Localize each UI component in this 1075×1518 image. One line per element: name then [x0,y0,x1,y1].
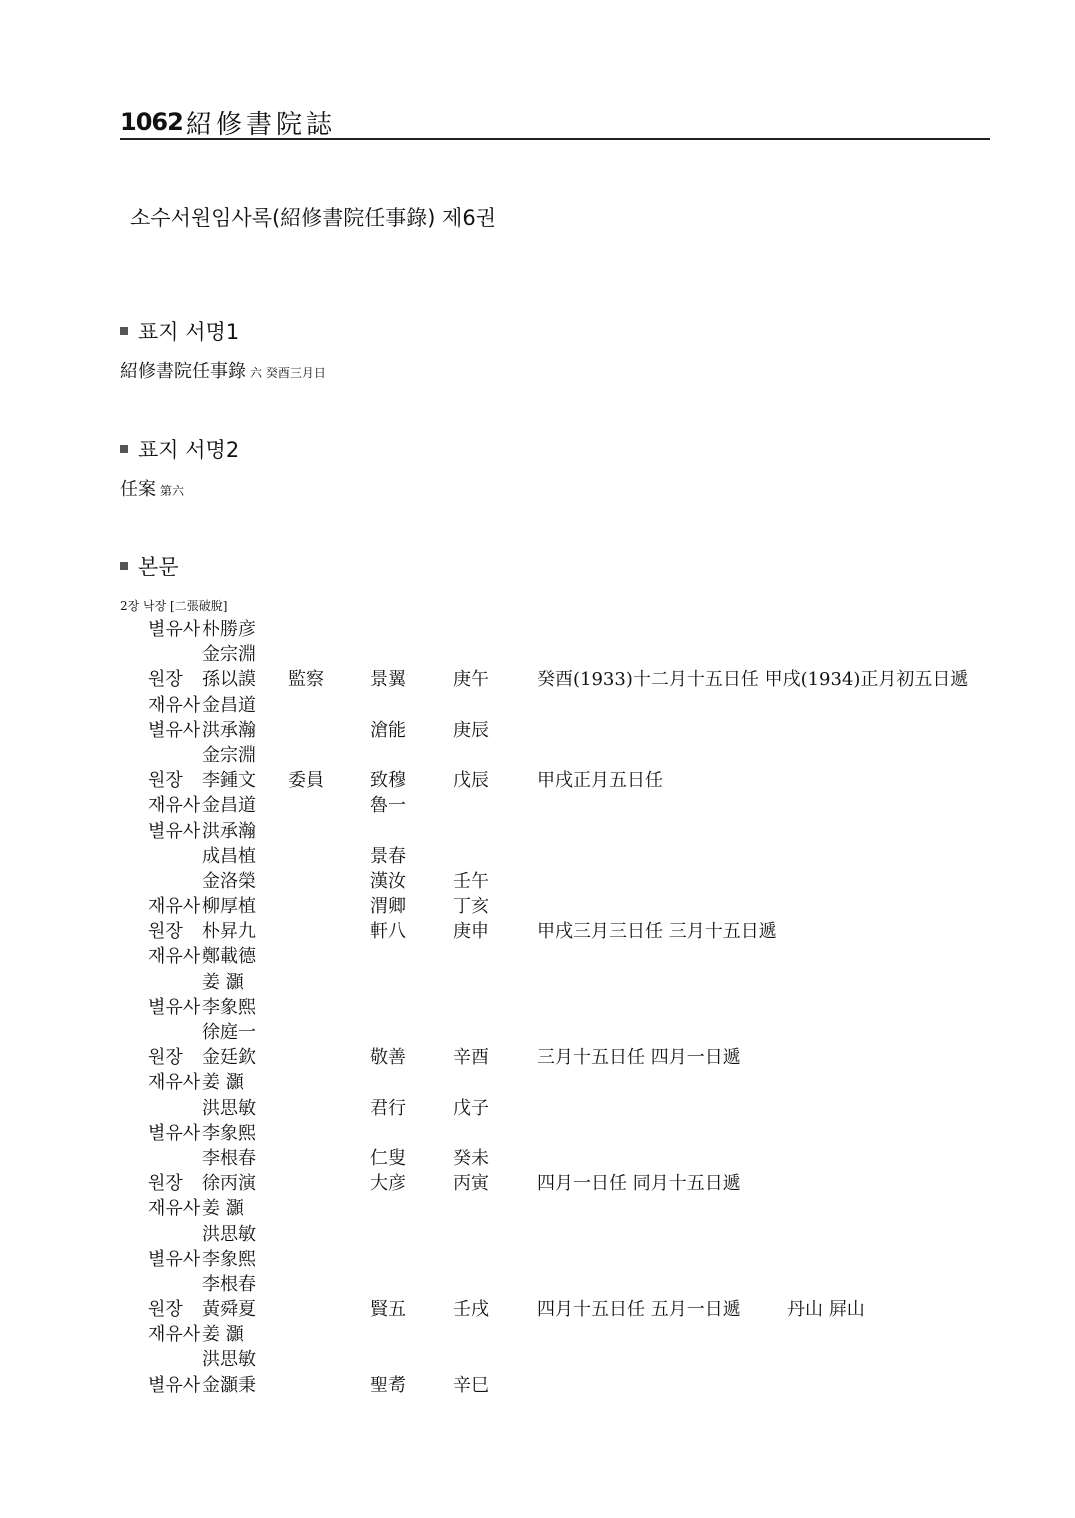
record-row [0,1247,1075,1272]
row-term-note: 甲戌正月五日任 [537,770,663,792]
row-courtesy-name: 景春 [370,845,406,867]
row-courtesy-name: 聖耉 [370,1374,406,1396]
row-name: 洪承瀚 [202,719,256,741]
row-name: 孫以謨 [202,669,256,691]
section-heading-cover2: 표지 서명2 [120,434,239,464]
row-name: 李象熙 [202,996,256,1018]
row-role: 별유사 [148,619,201,640]
record-row [0,970,1075,995]
row-courtesy-name: 賢五 [370,1299,406,1321]
row-role: 원장 [148,1299,183,1321]
record-row [0,995,1075,1020]
row-name: 朴勝彦 [202,619,256,640]
row-term-note: 癸酉(1933)十二月十五日任 甲戌(1934)正月初五日遞 [537,669,969,691]
row-name: 姜 灝 [202,1324,244,1346]
record-row [0,819,1075,844]
record-row [0,642,1075,667]
row-role: 별유사 [148,996,201,1018]
row-office: 委員 [288,770,324,792]
record-row [0,1121,1075,1146]
record-row [0,944,1075,969]
row-role: 재유사 [148,1324,201,1346]
row-name: 徐庭一 [202,1022,256,1043]
row-name: 金昌道 [202,694,256,716]
row-name: 金廷欽 [202,1047,256,1069]
record-row [0,1322,1075,1347]
row-role: 원장 [148,1047,183,1069]
record-row [0,1096,1075,1121]
row-role: 원장 [148,921,183,943]
record-row [0,844,1075,869]
row-courtesy-name: 軒八 [370,921,406,943]
row-birth-year: 戊子 [453,1097,489,1119]
row-birth-year: 壬戌 [453,1299,489,1321]
page-number: 1062 [120,108,183,136]
section-heading-cover1: 표지 서명1 [120,316,239,346]
row-office: 監察 [288,669,324,691]
row-birth-year: 庚申 [453,921,489,943]
record-row [0,718,1075,743]
row-name: 黃舜夏 [202,1299,256,1321]
record-row [0,919,1075,944]
row-courtesy-name: 仁叟 [370,1147,406,1169]
row-name: 李根春 [202,1273,256,1295]
row-name: 洪承瀚 [202,820,256,842]
record-list [0,617,1075,1398]
record-row [0,1196,1075,1221]
row-term-note: 甲戌三月三日任 三月十五日遞 [537,921,777,943]
row-role: 별유사 [148,719,201,741]
row-name: 姜 灝 [202,1198,244,1220]
row-role: 재유사 [148,795,201,817]
row-name: 洪思敏 [202,1349,256,1371]
row-role: 재유사 [148,1198,201,1220]
row-birth-year: 辛巳 [453,1374,489,1396]
row-courtesy-name: 漢汝 [370,870,406,892]
row-birth-year: 壬午 [453,870,489,892]
row-birth-year: 戊辰 [453,770,489,792]
row-role: 별유사 [148,820,201,842]
row-name: 洪思敏 [202,1223,256,1245]
record-row [0,1222,1075,1247]
record-row [0,793,1075,818]
section-body-cover1: 紹修書院任事錄 六 癸酉三月日 [120,361,326,382]
row-role: 재유사 [148,694,201,716]
record-row [0,1045,1075,1070]
row-name: 姜 灝 [202,1072,244,1094]
row-name: 徐丙演 [202,1173,256,1195]
section-heading-body: 본문 [120,551,179,581]
row-courtesy-name: 景翼 [370,669,406,691]
row-role: 원장 [148,1173,183,1195]
row-birth-year: 丙寅 [453,1173,489,1195]
row-name: 洪思敏 [202,1097,256,1119]
record-row [0,1347,1075,1372]
record-row [0,1373,1075,1398]
record-row [0,1020,1075,1045]
page-header [120,104,990,140]
row-role: 재유사 [148,1072,201,1094]
row-name: 金宗淵 [202,644,256,666]
record-row [0,1070,1075,1095]
record-row [0,1272,1075,1297]
record-row [0,1146,1075,1171]
row-birth-year: 辛酉 [453,1047,489,1069]
row-courtesy-name: 敬善 [370,1047,406,1069]
row-term-note: 四月十五日任 五月一日遞 [537,1299,741,1321]
row-name: 金灝秉 [202,1374,256,1396]
row-name: 李象熙 [202,1248,256,1270]
row-role: 재유사 [148,896,201,918]
record-row [0,617,1075,642]
row-role: 원장 [148,770,183,792]
row-birth-year: 丁亥 [453,896,489,918]
missing-pages-note: 2장 낙장 [二張破脫] [120,599,228,613]
row-term-note: 四月一日任 同月十五日遞 [537,1173,741,1195]
row-name: 成昌植 [202,845,256,867]
record-row [0,869,1075,894]
row-name: 鄭載德 [202,946,256,968]
row-role: 별유사 [148,1122,201,1144]
row-name: 李根春 [202,1147,256,1169]
row-name: 金洛榮 [202,870,256,892]
record-row [0,1297,1075,1322]
document-title: 소수서원임사록(紹修書院任事錄) 제6권 [130,206,496,230]
section-body-cover2: 任案 第六 [120,479,185,500]
row-courtesy-name: 滄能 [370,719,406,741]
row-term-note: 三月十五日任 四月一日遞 [537,1047,741,1069]
record-row [0,768,1075,793]
row-extra: 丹山 屛山 [787,1299,865,1321]
record-row [0,667,1075,692]
row-birth-year: 癸未 [453,1147,489,1169]
row-role: 별유사 [148,1248,201,1270]
row-name: 姜 灝 [202,971,244,993]
row-name: 金昌道 [202,795,256,817]
row-name: 朴昇九 [202,921,256,943]
row-courtesy-name: 君行 [370,1097,406,1119]
record-row [0,894,1075,919]
record-row [0,1171,1075,1196]
row-courtesy-name: 大彦 [370,1173,406,1195]
row-courtesy-name: 魯一 [370,795,406,817]
square-bullet-icon [120,445,128,453]
row-name: 李象熙 [202,1122,256,1144]
row-name: 李鍾文 [202,770,256,792]
row-courtesy-name: 致穆 [370,770,406,792]
row-role: 재유사 [148,946,201,968]
row-birth-year: 庚午 [453,669,489,691]
row-name: 柳厚植 [202,896,256,918]
row-role: 원장 [148,669,183,691]
row-role: 별유사 [148,1374,201,1396]
row-courtesy-name: 渭卿 [370,896,406,918]
square-bullet-icon [120,562,128,570]
row-birth-year: 庚辰 [453,719,489,741]
square-bullet-icon [120,327,128,335]
record-row [0,693,1075,718]
record-row [0,743,1075,768]
row-name: 金宗淵 [202,744,256,766]
book-title: 紹修書院誌 [186,110,337,140]
